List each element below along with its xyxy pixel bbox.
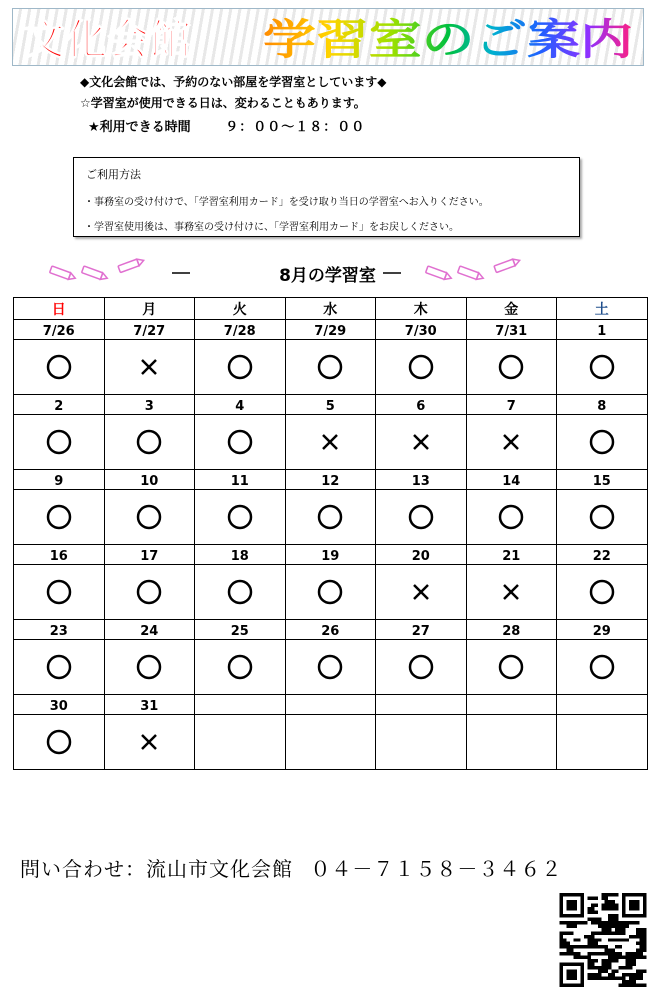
- weekday-header: 土: [557, 298, 648, 320]
- hours-value: ９：００～１８：００: [225, 120, 366, 135]
- availability-cell: [557, 415, 648, 470]
- availability-cell: [14, 415, 105, 470]
- date-cell: 7: [466, 395, 557, 415]
- date-cell: 19: [285, 545, 376, 565]
- availability-cell: [466, 490, 557, 545]
- available-circle-icon: [310, 647, 350, 687]
- qr-code[interactable]: [559, 893, 647, 987]
- available-circle-icon: [39, 497, 79, 537]
- availability-cell: [557, 640, 648, 695]
- hours-line: [88, 116, 365, 135]
- available-circle-icon: [129, 497, 169, 537]
- available-circle-icon: [491, 497, 531, 537]
- date-cell: 7/30: [376, 320, 467, 340]
- availability-cell: [466, 415, 557, 470]
- date-cell: 25: [195, 620, 286, 640]
- availability-cell: [285, 415, 376, 470]
- intro-line-2: ☆学習室が使用できる日は、変わることもあります。: [80, 96, 366, 110]
- available-circle-icon: [39, 347, 79, 387]
- date-cell: 14: [466, 470, 557, 490]
- date-row: [14, 545, 648, 565]
- unavailable-cross-icon: [310, 422, 350, 462]
- date-cell: 12: [285, 470, 376, 490]
- weekday-header: 水: [285, 298, 376, 320]
- available-circle-icon: [310, 572, 350, 612]
- availability-cell: [104, 565, 195, 620]
- available-circle-icon: [39, 722, 79, 762]
- date-cell: 24: [104, 620, 195, 640]
- available-circle-icon: [129, 422, 169, 462]
- weekday-header: 木: [376, 298, 467, 320]
- date-cell: 2: [14, 395, 105, 415]
- available-circle-icon: [401, 497, 441, 537]
- usage-instructions-box: [73, 157, 580, 237]
- date-cell: [466, 695, 557, 715]
- banner-title-part1: 文化会館: [23, 15, 192, 64]
- date-cell: 6: [376, 395, 467, 415]
- unavailable-cross-icon: [491, 422, 531, 462]
- availability-row: [14, 340, 648, 395]
- available-circle-icon: [220, 347, 260, 387]
- availability-cell: [376, 715, 467, 770]
- date-row: [14, 695, 648, 715]
- availability-cell: [376, 415, 467, 470]
- availability-cell: [376, 490, 467, 545]
- unavailable-cross-icon: [401, 572, 441, 612]
- availability-cell: [285, 490, 376, 545]
- date-cell: 9: [14, 470, 105, 490]
- availability-cell: [195, 340, 286, 395]
- date-cell: [376, 695, 467, 715]
- availability-row: [14, 415, 648, 470]
- availability-cell: [376, 565, 467, 620]
- available-circle-icon: [220, 572, 260, 612]
- date-cell: 1: [557, 320, 648, 340]
- date-cell: 8: [557, 395, 648, 415]
- available-circle-icon: [582, 572, 622, 612]
- unavailable-cross-icon: [401, 422, 441, 462]
- availability-row: [14, 490, 648, 545]
- month-heading: [40, 258, 615, 288]
- availability-cell: [104, 490, 195, 545]
- available-circle-icon: [129, 572, 169, 612]
- weekday-header-row: [14, 298, 648, 320]
- availability-cell: [195, 415, 286, 470]
- available-circle-icon: [39, 647, 79, 687]
- unavailable-cross-icon: [491, 572, 531, 612]
- available-circle-icon: [39, 572, 79, 612]
- date-cell: 22: [557, 545, 648, 565]
- date-cell: 5: [285, 395, 376, 415]
- available-circle-icon: [401, 347, 441, 387]
- unavailable-cross-icon: [129, 347, 169, 387]
- weekday-header: 火: [195, 298, 286, 320]
- availability-cell: [195, 565, 286, 620]
- available-circle-icon: [582, 347, 622, 387]
- available-circle-icon: [582, 422, 622, 462]
- date-row: [14, 620, 648, 640]
- availability-cell: [466, 715, 557, 770]
- date-cell: 20: [376, 545, 467, 565]
- date-cell: 13: [376, 470, 467, 490]
- availability-cell: [557, 490, 648, 545]
- weekday-header: 金: [466, 298, 557, 320]
- available-circle-icon: [582, 497, 622, 537]
- date-cell: 11: [195, 470, 286, 490]
- availability-cell: [285, 565, 376, 620]
- available-circle-icon: [491, 647, 531, 687]
- date-row: [14, 320, 648, 340]
- contact-label: 問い合わせ：流山市文化会館: [20, 857, 293, 881]
- usage-line-1: ・事務室の受け付けで、「学習室利用カード」を受け取り当日の学習室へお入りください。: [84, 197, 489, 208]
- available-circle-icon: [310, 347, 350, 387]
- availability-cell: [195, 715, 286, 770]
- availability-cell: [104, 340, 195, 395]
- availability-cell: [376, 340, 467, 395]
- date-cell: 7/29: [285, 320, 376, 340]
- availability-cell: [557, 340, 648, 395]
- weekday-header: 日: [14, 298, 105, 320]
- available-circle-icon: [39, 422, 79, 462]
- availability-cell: [14, 640, 105, 695]
- date-cell: 21: [466, 545, 557, 565]
- contact-line: [20, 853, 562, 882]
- unavailable-cross-icon: [129, 722, 169, 762]
- availability-cell: [557, 715, 648, 770]
- available-circle-icon: [220, 647, 260, 687]
- date-cell: 3: [104, 395, 195, 415]
- available-circle-icon: [129, 647, 169, 687]
- available-circle-icon: [220, 422, 260, 462]
- date-cell: 23: [14, 620, 105, 640]
- availability-cell: [104, 715, 195, 770]
- available-circle-icon: [491, 347, 531, 387]
- available-circle-icon: [220, 497, 260, 537]
- available-circle-icon: [401, 647, 441, 687]
- date-cell: 17: [104, 545, 195, 565]
- availability-cell: [14, 340, 105, 395]
- date-cell: 7/28: [195, 320, 286, 340]
- availability-cell: [285, 340, 376, 395]
- date-cell: 15: [557, 470, 648, 490]
- availability-row: [14, 715, 648, 770]
- availability-cell: [14, 565, 105, 620]
- month-title: 8月の学習室: [279, 266, 376, 286]
- date-cell: 16: [14, 545, 105, 565]
- usage-title: ご利用方法: [86, 168, 141, 181]
- availability-cell: [14, 715, 105, 770]
- availability-cell: [104, 640, 195, 695]
- availability-cell: [14, 490, 105, 545]
- date-cell: 7/26: [14, 320, 105, 340]
- availability-cell: [376, 640, 467, 695]
- hours-label: ★利用できる時間: [88, 120, 191, 135]
- date-cell: 28: [466, 620, 557, 640]
- date-row: [14, 470, 648, 490]
- date-cell: 7/27: [104, 320, 195, 340]
- date-cell: 4: [195, 395, 286, 415]
- available-circle-icon: [582, 647, 622, 687]
- date-cell: 18: [195, 545, 286, 565]
- weekday-header: 月: [104, 298, 195, 320]
- title-banner: [12, 8, 644, 66]
- available-circle-icon: [310, 497, 350, 537]
- banner-title-part2: 学習室のご案内: [263, 15, 633, 64]
- date-cell: 27: [376, 620, 467, 640]
- date-cell: [557, 695, 648, 715]
- availability-cell: [285, 640, 376, 695]
- usage-line-2: ・学習室使用後は、事務室の受け付けに、「学習室利用カード」をお戻しください。: [84, 222, 459, 233]
- date-cell: 26: [285, 620, 376, 640]
- availability-cell: [104, 415, 195, 470]
- availability-row: [14, 640, 648, 695]
- date-cell: [195, 695, 286, 715]
- availability-cell: [195, 490, 286, 545]
- availability-cell: [557, 565, 648, 620]
- intro-line-1: ◆文化会館では、予約のない部屋を学習室としています◆: [80, 75, 387, 89]
- availability-cell: [195, 640, 286, 695]
- date-cell: 31: [104, 695, 195, 715]
- date-cell: 29: [557, 620, 648, 640]
- availability-row: [14, 565, 648, 620]
- date-row: [14, 395, 648, 415]
- availability-cell: [466, 565, 557, 620]
- date-cell: 30: [14, 695, 105, 715]
- date-cell: 10: [104, 470, 195, 490]
- availability-calendar: [13, 297, 648, 770]
- availability-cell: [285, 715, 376, 770]
- date-cell: 7/31: [466, 320, 557, 340]
- contact-phone: ０４－７１５８－３４６２: [310, 857, 563, 881]
- date-cell: [285, 695, 376, 715]
- availability-cell: [466, 640, 557, 695]
- availability-cell: [466, 340, 557, 395]
